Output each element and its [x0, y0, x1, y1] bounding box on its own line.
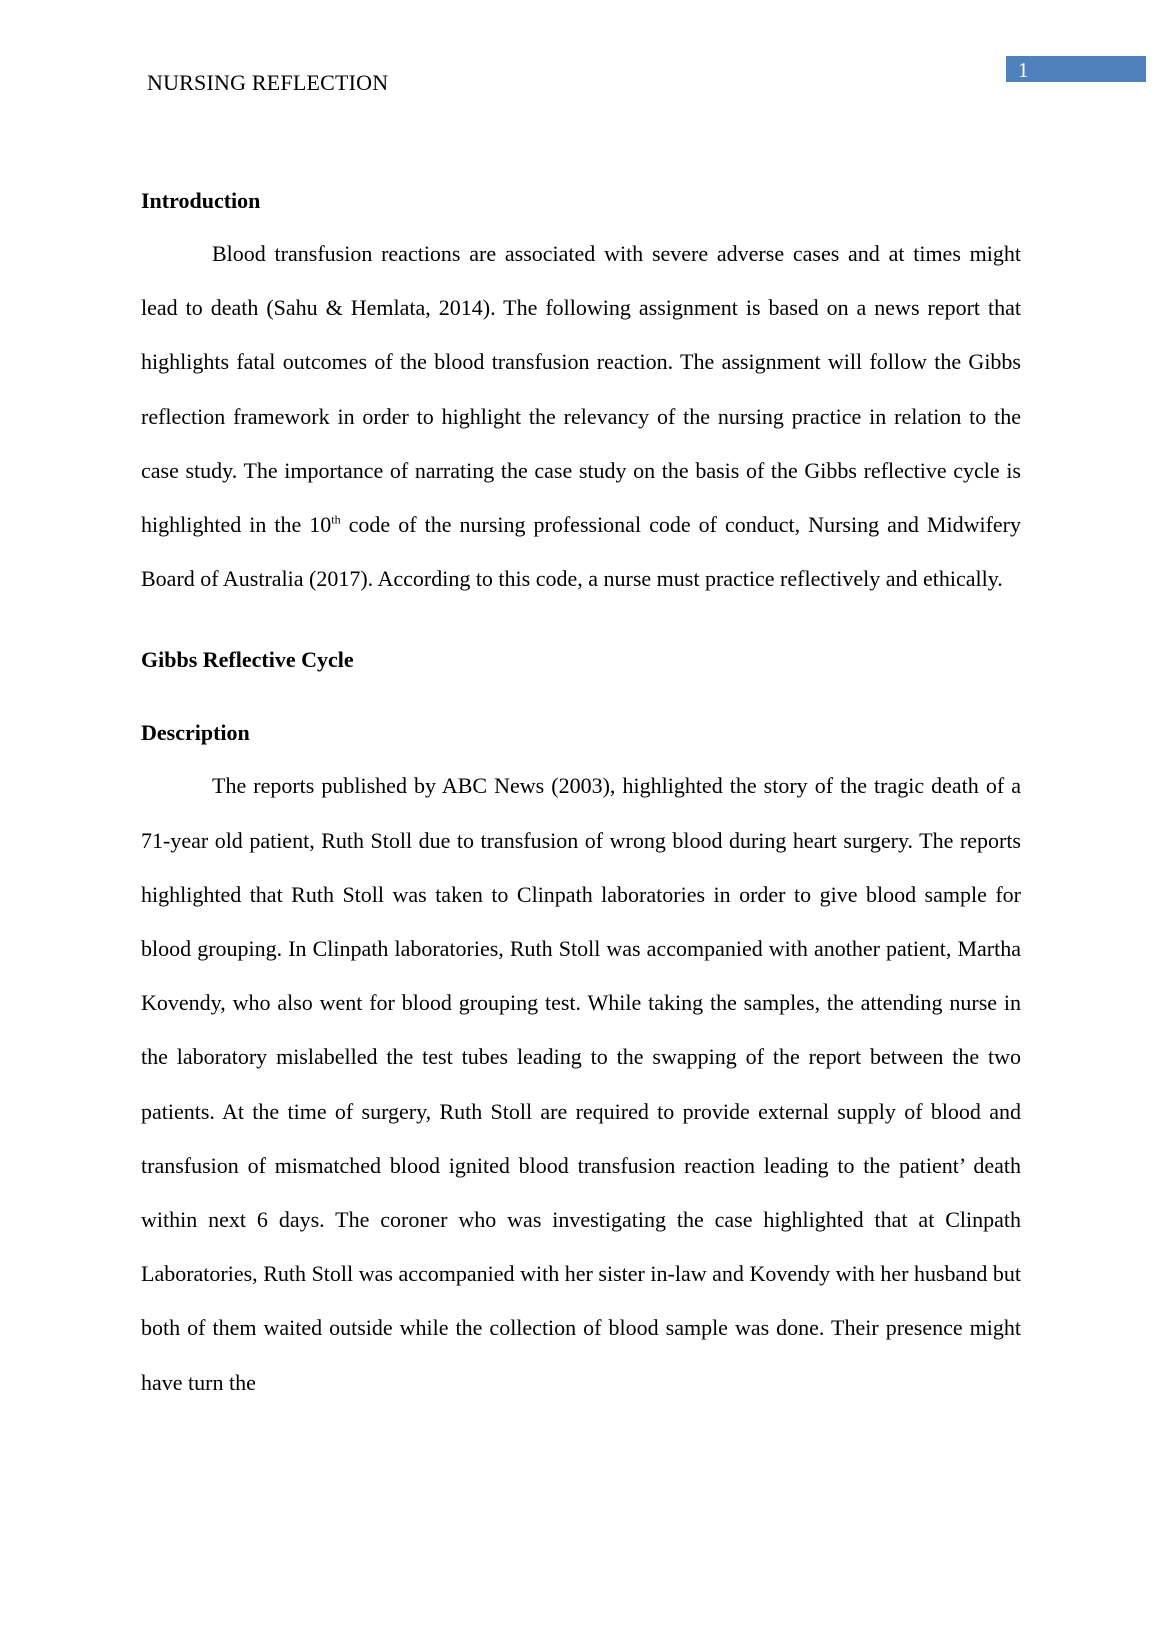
ordinal-superscript: th — [331, 512, 341, 527]
intro-text-part-1: Blood transfusion reactions are associated with severe adverse cases and at times might lead to death (Sahu & Hemlata, 2014). The following assignment is based on a news report that highlights fatal outcomes of the blood transfusion reaction. The assignment will follow the Gibbs reflection framework in order to highlight the relevancy of the nursing practice in relation to the case study. The importance of narrating the case study on the basis of the Gibbs reflective cycle is highlighted in the 10 — [141, 241, 1021, 538]
paragraph-description: The reports published by ABC News (2003), highlighted the story of the tragic death of a 71-year old patient, Ruth Stoll due to transfusion of wrong blood during heart surgery. The reports highlighted that Ruth Stoll was taken to Clinpath laboratories in order to give blood sample for blood grouping. In Clinpath laboratories, Ruth Stoll was accompanied with another patient, Martha Kovendy, who also went for blood grouping test. While taking the samples, the attending nurse in the laboratory mislabelled the test tubes leading to the swapping of the report between the two patients. At the time of surgery, Ruth Stoll are required to provide external supply of blood and transfusion of mismatched blood ignited blood transfusion reaction leading to the patient’ death within next 6 days. The coroner who was investigating the case highlighted that at Clinpath Laboratories, Ruth Stoll was accompanied with her sister in-law and Kovendy with her husband but both of them waited outside while the collection of blood sample was done. Their presence might have turn the — [141, 773, 1021, 1395]
page-number: 1 — [1018, 58, 1029, 82]
document-body — [141, 183, 1021, 1410]
paragraph-introduction — [141, 227, 1021, 606]
heading-introduction: Introduction — [141, 188, 261, 213]
heading-description: Description — [141, 720, 250, 746]
running-head: NURSING REFLECTION — [147, 70, 389, 95]
heading-gibbs-reflective-cycle: Gibbs Reflective Cycle — [141, 647, 354, 673]
intro-text-part-2: code of the nursing professional code of conduct, Nursing and Midwifery Board of Australia (2017). According to this code, a nurse must practice reflectively and ethically. — [141, 512, 1021, 592]
